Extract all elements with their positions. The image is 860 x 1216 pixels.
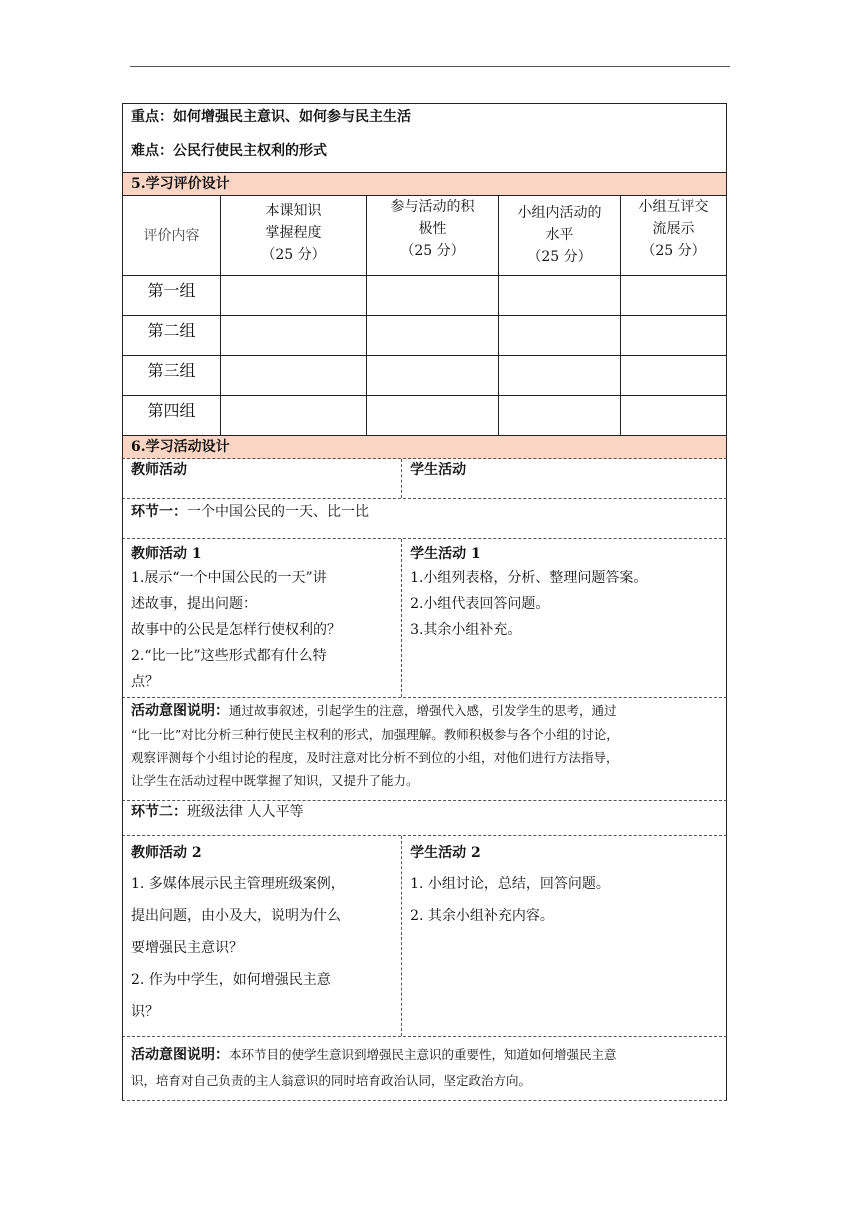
eval-cell[interactable]	[221, 356, 367, 395]
eval-cell[interactable]	[621, 316, 726, 355]
eval-header-group-level	[499, 196, 621, 275]
key-points-block	[122, 103, 727, 173]
stage-1-text: 一个中国公民的一天、比一比	[187, 504, 369, 520]
teacher-activity-2-line: 提出问题，由小及大，说明为什么	[131, 908, 341, 924]
eval-row-label	[123, 276, 221, 315]
teacher-activity-2-line: 识？	[131, 1004, 159, 1020]
eval-row-text: 第四组	[147, 401, 196, 420]
eval-cell[interactable]	[621, 276, 726, 315]
teacher-activity-2-line: 2. 作为中学生，如何增强民主意	[131, 972, 331, 988]
eval-cell[interactable]	[221, 396, 367, 435]
eval-cell[interactable]	[367, 356, 499, 395]
eval-cell[interactable]	[221, 316, 367, 355]
student-activity-1-title: 学生活动 1	[410, 546, 481, 562]
student-activity-1-line: 1.小组列表格，分析、整理问题答案。	[410, 570, 648, 586]
student-activity-2-line: 2. 其余小组补充内容。	[410, 908, 554, 924]
teacher-activity-1-line: 点？	[131, 674, 159, 690]
key-points-label: 重点：	[131, 109, 173, 125]
stage-1-intent-line: 让学生在活动过程中既掌握了知识，又提升了能力。	[131, 773, 419, 788]
stage-2-title	[122, 801, 727, 836]
eval-row-text: 第二组	[147, 321, 196, 340]
eval-row-label	[123, 316, 221, 355]
teacher-activity-1-line: 故事中的公民是怎样行使权利的？	[131, 622, 341, 638]
student-activity-1-line: 3.其余小组补充。	[410, 622, 522, 638]
teacher-activity-1-line: 述故事，提出问题：	[131, 596, 257, 612]
stage-1-intent-line: 观察评测每个小组讨论的程度，及时注意对比分析不到位的小组，对他们进行方法指导，	[131, 750, 619, 765]
eval-cell[interactable]	[367, 276, 499, 315]
eval-header-participation	[367, 196, 499, 275]
student-activity-1-line: 2.小组代表回答问题。	[410, 596, 550, 612]
eval-row-text: 第一组	[147, 281, 196, 300]
teacher-activity-1-line: 1.展示“一个中国公民的一天”讲	[131, 570, 327, 586]
difficult-points-label: 难点：	[131, 143, 173, 159]
stage-1-label: 环节一：	[131, 504, 187, 520]
teacher-activity-2	[123, 836, 402, 1036]
eval-cell[interactable]	[499, 276, 621, 315]
eval-cell[interactable]	[499, 356, 621, 395]
stage-2-intent	[122, 1037, 727, 1101]
section-6-heading	[122, 436, 727, 459]
eval-cell[interactable]	[367, 316, 499, 355]
stage-2-label: 环节二：	[131, 804, 187, 820]
eval-header-text: 本课知识 掌握程度 （25 分）	[261, 203, 326, 263]
stage-1-intent-line: “比一比”对比分析三种行使民主权利的形式，加强理解。教师积极参与各个小组的讨论，	[131, 727, 619, 742]
activity-header	[122, 459, 727, 499]
student-activity-2-line: 1. 小组讨论，总结，回答问题。	[410, 876, 610, 892]
eval-row	[122, 276, 727, 316]
eval-header-text: 小组内活动的 水平 （25 分）	[517, 205, 602, 265]
teacher-activity-1-line: 2.“比一比”这些形式都有什么特	[131, 648, 327, 664]
eval-row	[122, 356, 727, 396]
eval-header-peer-review	[621, 196, 726, 275]
section-5-title: 5.学习评价设计	[131, 176, 230, 192]
difficult-points	[131, 142, 327, 160]
eval-header-content	[123, 196, 221, 275]
student-activity-2-title: 学生活动 2	[410, 845, 481, 861]
eval-row	[122, 316, 727, 356]
eval-table-header	[122, 196, 727, 276]
eval-header-text: 评价内容	[143, 227, 200, 244]
teacher-activity-1-title: 教师活动 1	[131, 546, 202, 562]
teacher-activity-header: 教师活动	[123, 459, 402, 498]
stage-2-intent-line: 本环节目的使学生意识到增强民主意识的重要性，知道如何增强民主意	[229, 1047, 617, 1062]
stage-2-intent-label: 活动意图说明：	[131, 1047, 229, 1063]
eval-cell[interactable]	[221, 276, 367, 315]
eval-cell[interactable]	[499, 316, 621, 355]
section-5-heading	[122, 173, 727, 196]
teacher-activity-1	[123, 539, 402, 697]
eval-header-text: 参与活动的积 极性 （25 分）	[390, 199, 475, 259]
lesson-plan-table	[122, 103, 727, 1101]
stage-2-text: 班级法律 人人平等	[187, 804, 304, 820]
stage-2-activities	[122, 836, 727, 1037]
student-activity-header: 学生活动	[410, 462, 467, 478]
stage-1-title	[122, 499, 727, 539]
student-activity-2	[402, 836, 726, 1036]
eval-cell[interactable]	[499, 396, 621, 435]
stage-1-intent-line: 通过故事叙述，引起学生的注意，增强代入感，引发学生的思考，通过	[229, 703, 617, 718]
key-points	[131, 108, 411, 126]
eval-cell[interactable]	[367, 396, 499, 435]
student-activity-1	[402, 539, 726, 697]
eval-row-label	[123, 356, 221, 395]
eval-row-text: 第三组	[147, 361, 196, 380]
section-6-title: 6.学习活动设计	[131, 439, 230, 455]
eval-row-label	[123, 396, 221, 435]
eval-row	[122, 396, 727, 436]
stage-1-intent	[122, 698, 727, 801]
eval-header-knowledge	[221, 196, 367, 275]
eval-cell[interactable]	[621, 356, 726, 395]
eval-header-text: 小组互评交 流展示 （25 分）	[638, 199, 709, 259]
teacher-activity-2-line: 1. 多媒体展示民主管理班级案例，	[131, 876, 345, 892]
teacher-activity-2-line: 要增强民主意识？	[131, 940, 243, 956]
stage-1-intent-label: 活动意图说明：	[131, 703, 229, 719]
eval-cell[interactable]	[621, 396, 726, 435]
key-points-text: 如何增强民主意识、如何参与民主生活	[173, 109, 411, 125]
stage-2-intent-line: 识，培育对自己负责的主人翁意识的同时培育政治认同，坚定政治方向。	[131, 1073, 532, 1088]
stage-1-activities	[122, 539, 727, 698]
difficult-points-text: 公民行使民主权利的形式	[173, 143, 327, 159]
header-rule	[130, 66, 730, 67]
teacher-activity-2-title: 教师活动 2	[131, 845, 202, 861]
